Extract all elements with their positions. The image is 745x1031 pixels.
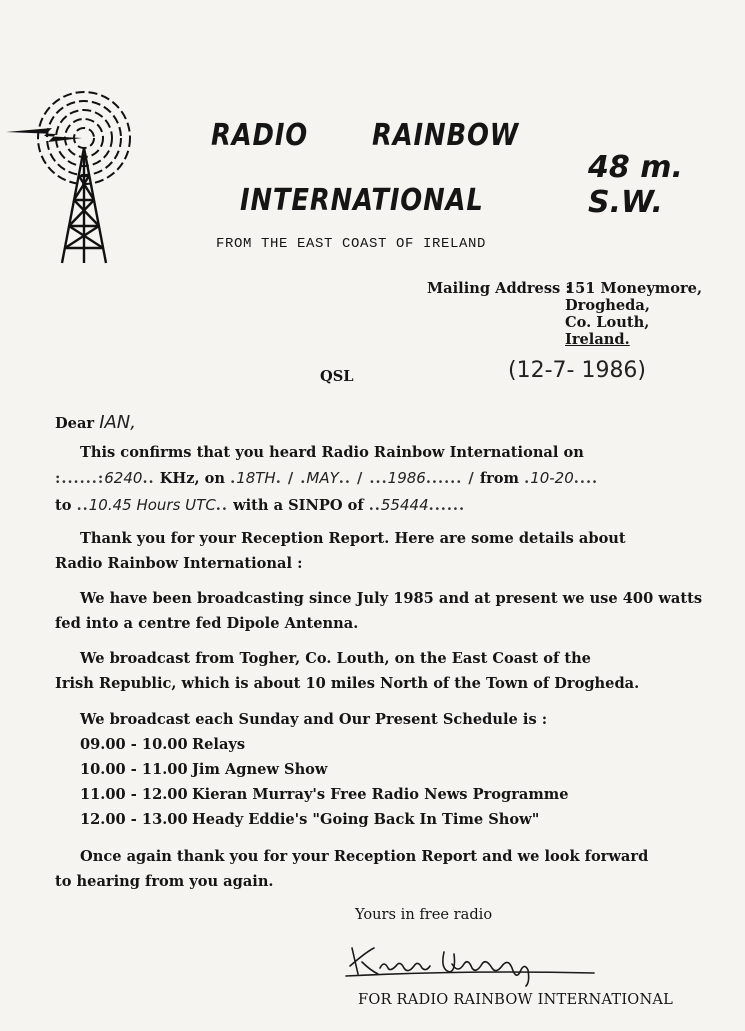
- confirm-line-2: :......:6240.. KHz, on .18TH. / .MAY.. / ...1986...... / from .10-20....: [55, 469, 599, 487]
- schedule-time: 11.00 - 12.00: [80, 786, 188, 803]
- salutation-name: IAN,: [99, 412, 136, 433]
- schedule-time: 09.00 - 10.00: [80, 736, 188, 753]
- confirm-line-3: to ..10.45 Hours UTC.. with a SINPO of ..55444......: [55, 496, 466, 514]
- thanks-line-1: Thank you for your Reception Report. Here are some details about: [80, 530, 626, 547]
- schedule-row: [80, 786, 569, 803]
- schedule-time: 10.00 - 11.00: [80, 761, 188, 778]
- schedule-row: [80, 811, 539, 828]
- radio-tower-logo-icon: [4, 88, 144, 268]
- title-international: INTERNATIONAL: [240, 183, 484, 218]
- address-line-3: Co. Louth,: [565, 314, 650, 331]
- title-radio: RADIO: [211, 118, 309, 153]
- handwritten-signature: [344, 940, 604, 990]
- schedule-intro: We broadcast each Sunday and Our Present Schedule is :: [80, 711, 548, 728]
- closing-line-2: to hearing from you again.: [55, 873, 274, 890]
- salutation: [55, 412, 136, 433]
- broadcast-line-1: We have been broadcasting since July 1985 and at present we use 400 watts: [80, 590, 703, 607]
- day-value: 18TH: [236, 469, 276, 487]
- yours-in-free-radio: Yours in free radio: [355, 906, 493, 923]
- month-value: MAY: [306, 469, 339, 487]
- schedule-row: [80, 761, 327, 778]
- year-value: 1986: [387, 469, 426, 487]
- location-line-1: We broadcast from Togher, Co. Louth, on the East Coast of the: [80, 650, 591, 667]
- khz-on-label: KHz, on: [159, 470, 225, 487]
- frequency-value: 6240: [104, 469, 143, 487]
- mailing-address-label: Mailing Address :: [427, 280, 571, 297]
- sinpo-value: 55444: [380, 496, 429, 514]
- thanks-line-2: Radio Rainbow International :: [55, 555, 303, 572]
- address-line-4: Ireland.: [565, 331, 630, 348]
- location-line-2: Irish Republic, which is about 10 miles North of the Town of Drogheda.: [55, 675, 640, 692]
- schedule-show: Kieran Murray's Free Radio News Programme: [192, 786, 569, 803]
- sinpo-label: with a SINPO of: [233, 497, 364, 514]
- band-shortwave: S.W.: [588, 185, 663, 220]
- confirm-line-1: This confirms that you heard Radio Rainbow International on: [80, 444, 584, 461]
- schedule-show: Relays: [192, 736, 246, 753]
- title-rainbow: RAINBOW: [372, 118, 520, 153]
- closing-line-1: Once again thank you for your Reception Report and we look forward: [80, 848, 649, 865]
- to-time-value: 10.45 Hours UTC: [88, 496, 216, 514]
- schedule-show: Heady Eddie's "Going Back In Time Show": [192, 811, 540, 828]
- handwritten-date: (12-7- 1986): [508, 358, 647, 383]
- schedule-show: Jim Agnew Show: [192, 761, 328, 778]
- address-line-2: Drogheda,: [565, 297, 650, 314]
- schedule-time: 12.00 - 13.00: [80, 811, 188, 828]
- schedule-row: [80, 736, 245, 753]
- salutation-prefix: Dear: [55, 415, 95, 432]
- for-radio-rainbow: FOR RADIO RAINBOW INTERNATIONAL: [358, 991, 674, 1008]
- to-label: to: [55, 497, 72, 514]
- tagline: FROM THE EAST COAST OF IRELAND: [216, 236, 487, 252]
- from-time-value: 10-20: [530, 469, 574, 487]
- address-line-1: 151 Moneymore,: [565, 280, 703, 297]
- from-label: from: [479, 470, 519, 487]
- band-meters: 48 m.: [588, 150, 683, 185]
- broadcast-line-2: fed into a centre fed Dipole Antenna.: [55, 615, 359, 632]
- qsl-label: QSL: [320, 368, 354, 385]
